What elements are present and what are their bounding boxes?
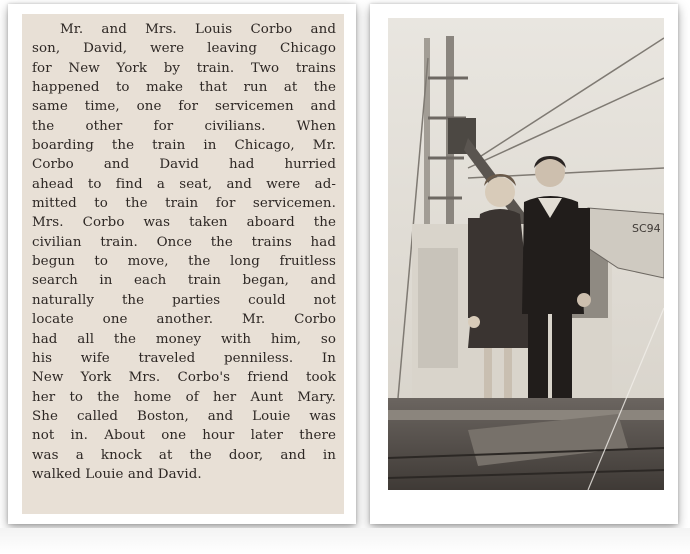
clipping-line: mitted to the train for servicemen. (32, 196, 336, 212)
photo-illustration (388, 18, 664, 490)
hull-marking: SC94 (632, 222, 661, 235)
clipping-line: locate one another. Mr. Corbo (32, 312, 336, 328)
clipping-line: not in. About one hour later there (32, 428, 336, 444)
clipping-line: same time, one for servicemen and (32, 99, 336, 115)
clipping-line: New York Mrs. Corbo's friend took (32, 370, 336, 386)
newspaper-clipping (22, 14, 344, 514)
clipping-line: begun to move, the long fruitless (32, 254, 336, 270)
clipping-line: her to the home of her Aunt Mary. (32, 389, 336, 405)
clipping-line: search in each train began, and (32, 273, 336, 289)
clipping-line: She called Boston, and Louie was (32, 408, 336, 424)
newspaper-clipping-card (8, 4, 356, 524)
clipping-line: naturally the parties could not (32, 292, 336, 308)
clipping-line: his wife traveled penniless. In (32, 350, 336, 366)
clipping-line: walked Louie and David. (32, 466, 202, 482)
clipping-line: the other for civilians. When (32, 118, 336, 134)
clipping-line: happened to make that run at the (32, 80, 336, 96)
vintage-photo (388, 18, 664, 490)
clipping-line: Corbo and David had hurried (32, 157, 336, 173)
clipping-line: boarding the train in Chicago, Mr. (32, 138, 336, 154)
clipping-line: was a knock at the door, and in (32, 447, 336, 463)
clipping-line: civilian train. Once the trains had (32, 234, 336, 250)
clipping-line: had all the money with him, so (32, 331, 336, 347)
page-shadow (0, 528, 690, 554)
clipping-line: ahead to find a seat, and were ad- (32, 176, 336, 192)
dock (388, 398, 664, 490)
clipping-line: Mrs. Corbo was taken aboard the (32, 215, 336, 231)
clipping-line: for New York by train. Two trains (32, 60, 336, 76)
clipping-line: Mr. and Mrs. Louis Corbo and (60, 22, 336, 37)
clipping-line: son, David, were leaving Chicago (32, 41, 336, 57)
photo-card (370, 4, 678, 524)
